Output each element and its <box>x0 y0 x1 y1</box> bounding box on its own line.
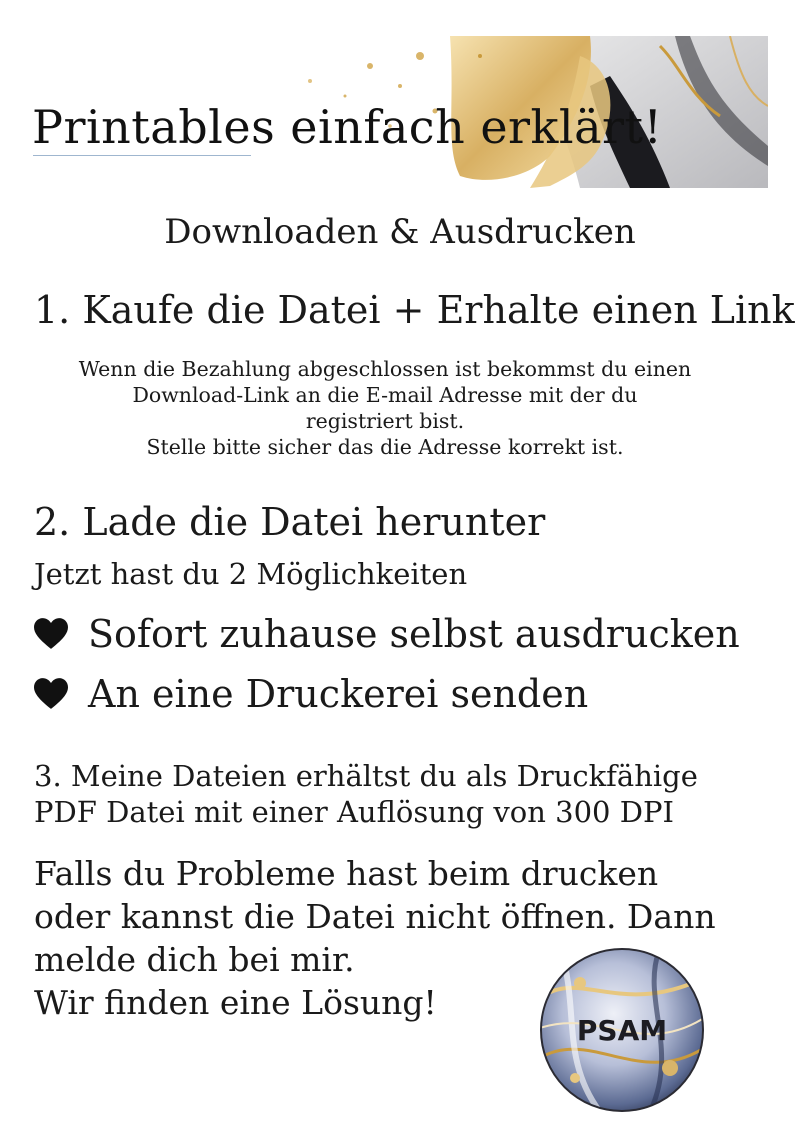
logo-text: PSAM <box>576 1014 668 1047</box>
step3-line: 3. Meine Dateien erhältst du als Druckfähige <box>34 759 698 793</box>
psam-logo <box>540 948 704 1112</box>
title-underline <box>33 155 251 156</box>
step1-line: registriert bist. <box>305 409 465 433</box>
step1-line: Wenn die Bezahlung abgeschlossen ist bekommst du einen <box>78 357 692 381</box>
heart-icon <box>34 678 68 710</box>
contact-line: Wir finden eine Lösung! <box>34 983 437 1022</box>
option-send-to-printer <box>34 672 588 716</box>
heart-icon <box>34 618 68 650</box>
option-label: Sofort zuhause selbst ausdrucken <box>88 612 740 656</box>
step1-description <box>0 356 770 460</box>
step1-line: Stelle bitte sicher das die Adresse korrekt ist. <box>146 435 624 459</box>
step3-text <box>34 758 698 830</box>
contact-line: melde dich bei mir. <box>34 940 355 979</box>
step2-subheading: Jetzt hast du 2 Möglichkeiten <box>34 557 468 591</box>
contact-line: oder kannst die Datei nicht öffnen. Dann <box>34 897 716 936</box>
step2-heading: 2. Lade die Datei herunter <box>34 500 546 544</box>
page-title: Printables einfach erklärt! <box>32 100 663 154</box>
step1-line: Download-Link an die E-mail Adresse mit der du <box>132 383 638 407</box>
option-print-at-home <box>34 612 740 656</box>
step1-heading: 1. Kaufe die Datei + Erhalte einen Link <box>34 288 795 332</box>
page-subtitle: Downloaden & Ausdrucken <box>164 212 636 252</box>
option-label: An eine Druckerei senden <box>88 672 589 716</box>
step3-line: PDF Datei mit einer Auflösung von 300 DPI <box>34 795 674 829</box>
contact-line: Falls du Probleme hast beim drucken <box>34 854 659 893</box>
